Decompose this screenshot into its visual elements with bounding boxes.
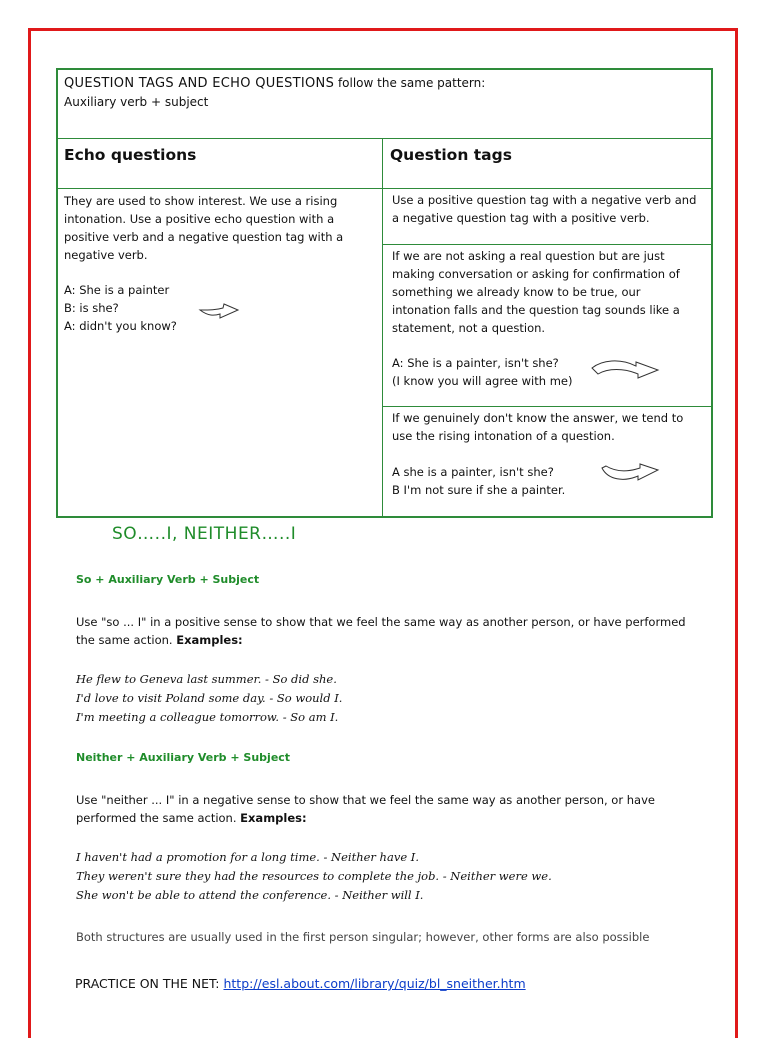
neither-example: I haven't had a promotion for a long time. - Neither have I. (76, 850, 419, 864)
so-neither-heading: SO…..I, NEITHER…..I (112, 524, 297, 544)
practice-label: PRACTICE ON THE NET: (75, 976, 224, 991)
divider (58, 138, 711, 139)
neither-example: She won't be able to attend the conference. - Neither will I. (76, 888, 424, 902)
rising-arrow-icon (198, 302, 242, 328)
tags-rising-example-1: A she is a painter, isn't she? (392, 465, 554, 479)
so-example: He flew to Geneva last summer. - So did she. (76, 672, 337, 686)
intro-rest: follow the same pattern: (334, 76, 486, 90)
tags-falling-text: If we are not asking a real question but are just making conversation or asking for confirmation of something we already know to be true, our intonation falls and the question tag sounds like a statement, not a question. (392, 249, 680, 335)
so-example: I'm meeting a colleague tomorrow. - So am I. (76, 710, 339, 724)
usage-note: Both structures are usually used in the first person singular; however, other forms are also possible (76, 930, 650, 944)
so-text-2: the same action. (76, 633, 177, 647)
neither-examples-label: Examples: (240, 811, 307, 825)
so-examples-label: Examples: (176, 633, 243, 647)
echo-body: They are used to show interest. We use a rising intonation. Use a positive echo question with a positive verb and a negative question tag with a negative verb. (64, 194, 344, 262)
grammar-table (56, 68, 713, 518)
table-intro-line2: Auxiliary verb + subject (64, 95, 209, 109)
tags-rising-example-2: B I'm not sure if she a painter. (392, 483, 566, 497)
intro-caps: QUESTION TAGS AND ECHO QUESTIONS (64, 76, 335, 91)
divider (58, 188, 711, 189)
divider (383, 244, 711, 245)
so-text: Use "so ... I" in a positive sense to show that we feel the same way as another person, or have performed (76, 615, 686, 629)
question-tags-heading: Question tags (390, 146, 512, 164)
neither-explanation (76, 791, 716, 827)
neither-example: They weren't sure they had the resources to complete the job. - Neither were we. (76, 869, 552, 883)
falling-arrow-icon (590, 358, 662, 384)
tags-rising-text: If we genuinely don't know the answer, we tend to use the rising intonation of a question. (392, 411, 684, 443)
practice-line (75, 976, 526, 991)
divider (383, 406, 711, 407)
tags-falling-example-2: (I know you will agree with me) (392, 374, 573, 388)
column-divider (382, 138, 383, 518)
table-intro (64, 74, 485, 93)
so-subheading: So + Auxiliary Verb + Subject (76, 573, 260, 586)
so-explanation (76, 613, 716, 649)
neither-text: Use "neither ... I" in a negative sense to show that we feel the same way as another person, or have (76, 793, 655, 807)
tags-falling-example-1: A: She is a painter, isn't she? (392, 356, 559, 370)
practice-link[interactable]: http://esl.about.com/library/quiz/bl_sneither.htm (223, 976, 526, 991)
echo-example-2: B: is she? (64, 301, 119, 315)
rising-arrow-icon (600, 462, 662, 486)
neither-text-2: performed the same action. (76, 811, 241, 825)
echo-example-3: A: didn't you know? (64, 319, 177, 333)
so-example: I'd love to visit Poland some day. - So would I. (76, 691, 343, 705)
echo-questions-heading: Echo questions (64, 146, 197, 164)
neither-subheading: Neither + Auxiliary Verb + Subject (76, 751, 291, 764)
tags-rule: Use a positive question tag with a negative verb and a negative question tag with a positive verb. (392, 193, 697, 225)
echo-example-1: A: She is a painter (64, 283, 170, 297)
